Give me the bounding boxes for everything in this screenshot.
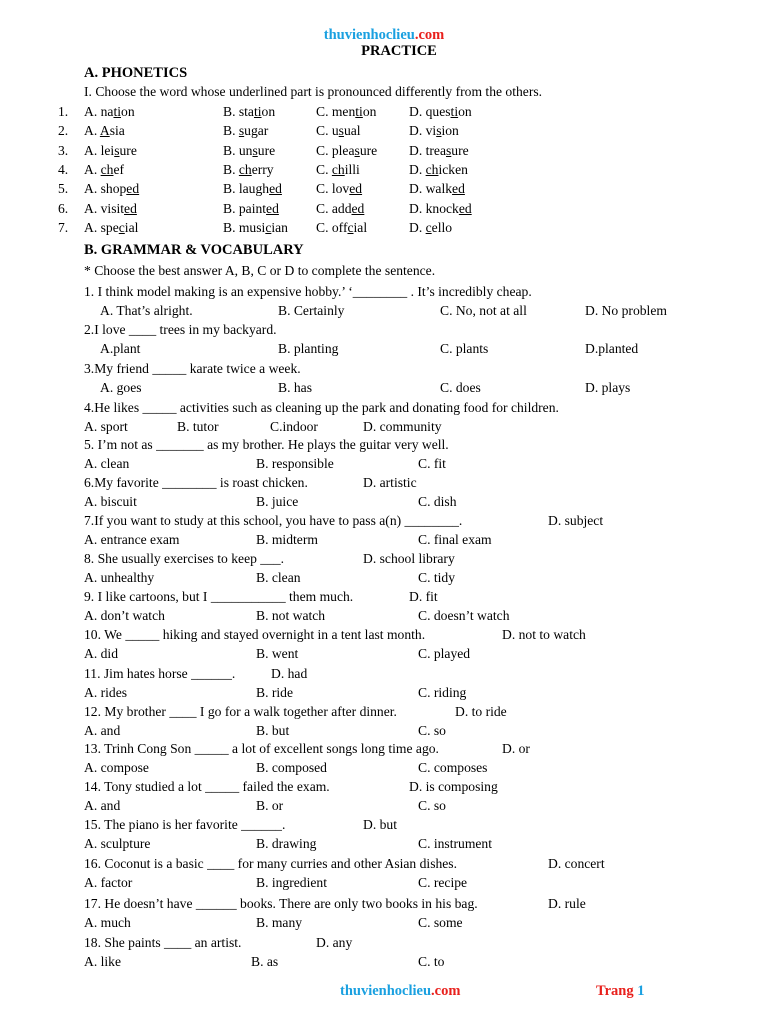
underlined-part: s: [436, 123, 442, 139]
phonetics-option[interactable]: [409, 220, 452, 236]
underlined-part: ed: [269, 181, 282, 197]
option-text: A. shop: [84, 181, 127, 197]
option-text: on: [121, 104, 135, 119]
underlined-part: c: [425, 219, 432, 235]
option-text: B.: [223, 161, 239, 177]
answer-option[interactable]: B. composed: [256, 760, 327, 775]
section-b-heading: B. GRAMMAR & VOCABULARY: [84, 242, 304, 258]
answer-option[interactable]: C. so: [418, 723, 446, 738]
option-text: C. lov: [316, 181, 350, 197]
section-a-heading: A. PHONETICS: [84, 65, 188, 81]
question-text: 12. My brother ____ I go for a walk together after dinner.: [84, 704, 397, 719]
answer-option[interactable]: D.planted: [585, 341, 639, 356]
question-text: 15. The piano is her favorite ______.: [84, 817, 286, 832]
answer-option[interactable]: A. did: [84, 646, 118, 661]
phonetics-option[interactable]: [223, 123, 268, 139]
answer-option[interactable]: A. compose: [84, 760, 149, 775]
answer-option-d[interactable]: D. school library: [363, 551, 455, 566]
option-text: D. vi: [409, 123, 437, 139]
phonetics-option[interactable]: [84, 201, 137, 217]
phonetics-option[interactable]: [223, 201, 279, 217]
answer-option[interactable]: A. and: [84, 798, 121, 813]
header-site: [0, 27, 768, 43]
option-text: icken: [438, 161, 468, 177]
option-text: ual: [343, 123, 361, 139]
question-text: 2.I love ____ trees in my backyard.: [84, 322, 277, 337]
answer-option[interactable]: B. many: [256, 915, 303, 930]
question-text: 5. I’m not as _______ as my brother. He plays the guitar very well.: [84, 437, 449, 452]
phonetics-option[interactable]: [316, 181, 362, 197]
option-text: C. men: [316, 104, 356, 119]
answer-option[interactable]: A. like: [84, 954, 121, 969]
question-text: 7.If you want to study at this school, you have to pass a(n) ________.: [84, 513, 463, 528]
option-text: A. visit: [84, 200, 125, 216]
option-text: D. trea: [409, 142, 446, 158]
answer-option[interactable]: B. juice: [256, 494, 299, 509]
option-text: B. sta: [223, 104, 254, 119]
option-text: ugar: [244, 123, 269, 139]
phonetics-item-number: 7.: [58, 219, 69, 235]
option-text: B. laugh: [223, 181, 270, 197]
phonetics-option[interactable]: [223, 162, 274, 178]
option-text: D. knock: [409, 200, 459, 216]
footer-site-blue: thuvienhoclieu: [340, 983, 432, 999]
option-text: C. add: [316, 200, 352, 216]
option-text: A.: [84, 161, 101, 177]
answer-option[interactable]: A. don’t watch: [84, 608, 165, 623]
phonetics-option[interactable]: [84, 143, 137, 159]
page-num: 1: [637, 983, 645, 999]
underlined-part: ch: [331, 161, 345, 177]
underlined-part: A: [99, 123, 110, 139]
answer-option[interactable]: A. much: [84, 915, 131, 930]
answer-option[interactable]: C. so: [418, 798, 446, 813]
answer-option[interactable]: A. and: [84, 723, 121, 738]
underlined-part: ti: [355, 104, 363, 119]
option-text: ef: [113, 161, 125, 177]
answer-option[interactable]: D. community: [363, 419, 442, 434]
question-text: 1. I think model making is an expensive hobby.’ ‘________ . It’s incredibly cheap.: [84, 284, 532, 299]
phonetics-option[interactable]: [316, 143, 377, 159]
option-text: on: [458, 104, 472, 119]
underlined-part: ch: [425, 161, 439, 177]
phonetics-option[interactable]: [409, 181, 465, 197]
phonetics-option[interactable]: [409, 123, 459, 139]
answer-option[interactable]: C. No, not at all: [440, 303, 527, 318]
answer-option[interactable]: D. No problem: [585, 303, 667, 318]
answer-option-d[interactable]: D. concert: [548, 856, 605, 871]
phonetics-option[interactable]: [84, 162, 124, 178]
page-number: [596, 983, 644, 999]
answer-option[interactable]: B. ingredient: [256, 875, 327, 890]
answer-option[interactable]: B. tutor: [177, 419, 219, 434]
answer-option[interactable]: C. played: [418, 646, 471, 661]
option-text: illi: [344, 161, 360, 177]
answer-option[interactable]: B. clean: [256, 570, 301, 585]
answer-option-d[interactable]: D. artistic: [363, 475, 417, 490]
answer-option-d[interactable]: D. rule: [548, 896, 586, 911]
option-text: ial: [353, 219, 368, 235]
option-text: A.: [84, 123, 100, 139]
option-text: D. ques: [409, 104, 451, 119]
underlined-part: c: [347, 219, 354, 235]
option-text: erry: [251, 161, 274, 177]
answer-option[interactable]: A. clean: [84, 456, 130, 471]
option-text: A. spe: [84, 219, 119, 235]
option-text: A. lei: [84, 142, 115, 158]
underlined-part: ch: [100, 161, 114, 177]
option-text: D.: [409, 161, 426, 177]
phonetics-option[interactable]: [409, 143, 469, 159]
answer-option[interactable]: D. plays: [585, 380, 631, 395]
answer-option[interactable]: B. has: [278, 380, 312, 395]
site-name-red: .com: [414, 27, 445, 43]
underlined-part: ed: [126, 181, 140, 197]
answer-option[interactable]: A. biscuit: [84, 494, 137, 509]
underlined-part: ch: [238, 161, 252, 177]
option-text: C. u: [316, 123, 339, 139]
underlined-part: ed: [351, 200, 365, 216]
phonetics-option[interactable]: [223, 143, 275, 159]
answer-option[interactable]: A. goes: [100, 380, 142, 395]
underlined-part: s: [238, 123, 245, 139]
option-text: ure: [359, 142, 378, 158]
answer-option[interactable]: B. responsible: [256, 456, 334, 471]
underlined-part: ti: [253, 104, 262, 119]
phonetics-option[interactable]: [316, 162, 360, 178]
answer-option[interactable]: B. not watch: [256, 608, 326, 623]
answer-option-d[interactable]: D. is composing: [409, 779, 498, 794]
option-text: ian: [271, 219, 288, 235]
phonetics-option[interactable]: [316, 104, 376, 120]
underlined-part: s: [446, 142, 452, 158]
question-text: 3.My friend _____ karate twice a week.: [84, 361, 301, 376]
answer-option-d[interactable]: D. or: [502, 741, 530, 756]
answer-option[interactable]: C. final exam: [418, 532, 492, 547]
option-text: B.: [223, 123, 239, 139]
underlined-part: ti: [113, 104, 122, 119]
answer-option[interactable]: A. That’s alright.: [100, 303, 193, 318]
underlined-part: ti: [450, 104, 459, 119]
answer-option[interactable]: C. plants: [440, 341, 489, 356]
answer-option[interactable]: C. recipe: [418, 875, 468, 890]
answer-option-d[interactable]: D. to ride: [455, 704, 507, 719]
answer-option[interactable]: C. dish: [418, 494, 457, 509]
answer-option[interactable]: C. doesn’t watch: [418, 608, 510, 623]
underlined-part: s: [114, 142, 120, 158]
phonetics-option[interactable]: [316, 123, 361, 139]
option-text: D.: [409, 219, 426, 235]
answer-option[interactable]: C. tidy: [418, 570, 456, 585]
page-title: PRACTICE: [361, 43, 437, 59]
option-text: ure: [451, 142, 469, 158]
footer-site: [340, 983, 460, 999]
phonetics-option[interactable]: [316, 201, 364, 217]
answer-option-d[interactable]: D. subject: [548, 513, 604, 528]
option-text: ure: [119, 142, 137, 158]
question-text: 18. She paints ____ an artist.: [84, 935, 242, 950]
option-text: B. musi: [223, 219, 266, 235]
option-text: ial: [124, 219, 139, 235]
question-text: 11. Jim hates horse ______.: [84, 666, 236, 681]
option-text: ello: [431, 219, 453, 235]
option-text: B. paint: [223, 200, 267, 216]
answer-option[interactable]: B. Certainly: [278, 303, 345, 318]
option-text: C. plea: [316, 142, 355, 158]
phonetics-item-number: 1.: [58, 104, 69, 119]
underlined-part: ed: [349, 181, 363, 197]
phonetics-option[interactable]: [316, 220, 367, 236]
question-text: 13. Trinh Cong Son _____ a lot of excellent songs long time ago.: [84, 741, 439, 756]
answer-option[interactable]: A.plant: [100, 341, 141, 356]
site-name-blue: thuvienhoclieu: [323, 27, 415, 43]
phonetics-option[interactable]: [84, 104, 135, 120]
question-text: 8. She usually exercises to keep ___.: [84, 551, 285, 566]
option-text: on: [261, 104, 276, 119]
phonetics-item-number: 5.: [58, 181, 69, 197]
phonetics-option[interactable]: [223, 104, 275, 120]
answer-option[interactable]: B. as: [251, 954, 279, 969]
phonetics-option[interactable]: [84, 123, 125, 139]
phonetics-option[interactable]: [409, 104, 472, 120]
phonetics-option[interactable]: [409, 201, 472, 217]
question-text: 10. We _____ hiking and stayed overnight in a tent last month.: [84, 627, 426, 642]
option-text: ure: [257, 142, 276, 158]
option-text: sia: [109, 123, 125, 139]
answer-option[interactable]: B. went: [256, 646, 299, 661]
answer-option[interactable]: C. some: [418, 915, 463, 930]
phonetics-item-number: 4.: [58, 161, 69, 177]
underlined-part: ed: [458, 200, 472, 216]
answer-option[interactable]: B. drawing: [256, 836, 317, 851]
question-text: 14. Tony studied a lot _____ failed the exam.: [84, 779, 330, 794]
question-text: 9. I like cartoons, but I ___________ them much.: [84, 589, 354, 604]
answer-option[interactable]: A. sculpture: [84, 836, 151, 851]
option-text: B. un: [223, 142, 253, 158]
phonetics-option[interactable]: [223, 181, 282, 197]
underlined-part: ed: [124, 200, 137, 216]
underlined-part: s: [338, 123, 344, 139]
answer-option[interactable]: C. fit: [418, 456, 446, 471]
answer-option-d[interactable]: D. not to watch: [502, 627, 586, 642]
phonetics-option[interactable]: [84, 181, 139, 197]
option-text: ion: [441, 123, 459, 139]
option-text: D. walk: [409, 181, 453, 197]
answer-option[interactable]: A. unhealthy: [84, 570, 155, 585]
answer-option-d[interactable]: D. any: [316, 935, 353, 950]
underlined-part: ed: [266, 200, 279, 216]
answer-option[interactable]: A. rides: [84, 685, 128, 700]
phonetics-item-number: 2.: [58, 123, 69, 139]
phonetics-item-number: 6.: [58, 200, 69, 216]
underlined-part: ed: [452, 181, 465, 197]
option-text: C.: [316, 161, 332, 177]
phonetics-option[interactable]: [409, 162, 468, 178]
answer-option[interactable]: B. ride: [256, 685, 293, 700]
section-a-instruction: I. Choose the word whose underlined part is pronounced differently from the others.: [84, 84, 543, 99]
answer-option[interactable]: B. planting: [278, 341, 339, 356]
answer-option[interactable]: A. entrance exam: [84, 532, 180, 547]
answer-option-d[interactable]: D. had: [271, 666, 308, 681]
answer-option[interactable]: B. midterm: [256, 532, 318, 547]
answer-option-d[interactable]: D. fit: [409, 589, 438, 604]
phonetics-item-number: 3.: [58, 142, 69, 158]
answer-option[interactable]: C. riding: [418, 685, 467, 700]
answer-option[interactable]: B. but: [256, 723, 290, 738]
phonetics-option[interactable]: [223, 220, 288, 236]
answer-option[interactable]: C. instrument: [418, 836, 493, 851]
phonetics-option[interactable]: [84, 220, 138, 236]
answer-option[interactable]: A. factor: [84, 875, 133, 890]
question-text: 4.He likes _____ activities such as cleaning up the park and donating food for children.: [84, 400, 559, 415]
option-text: C. off: [316, 219, 348, 235]
underlined-part: c: [265, 219, 272, 235]
question-text: 6.My favorite ________ is roast chicken.: [84, 475, 308, 490]
footer-site-red: .com: [431, 983, 461, 999]
underlined-part: c: [118, 219, 125, 235]
answer-option-d[interactable]: D. but: [363, 817, 397, 832]
answer-option[interactable]: B. or: [256, 798, 284, 813]
option-text: on: [362, 104, 377, 119]
section-b-instruction: * Choose the best answer A, B, C or D to complete the sentence.: [84, 263, 436, 278]
answer-option[interactable]: C. does: [440, 380, 481, 395]
answer-option[interactable]: C.indoor: [270, 419, 318, 434]
answer-option[interactable]: A. sport: [84, 419, 128, 434]
answer-option[interactable]: C. to: [418, 954, 445, 969]
underlined-part: s: [354, 142, 360, 158]
underlined-part: s: [252, 142, 258, 158]
question-text: 17. He doesn’t have ______ books. There are only two books in his bag.: [84, 896, 478, 911]
option-text: A. na: [84, 104, 114, 119]
question-text: 16. Coconut is a basic ____ for many curries and other Asian dishes.: [84, 856, 457, 871]
answer-option[interactable]: C. composes: [418, 760, 488, 775]
page-word: Trang: [596, 983, 634, 999]
